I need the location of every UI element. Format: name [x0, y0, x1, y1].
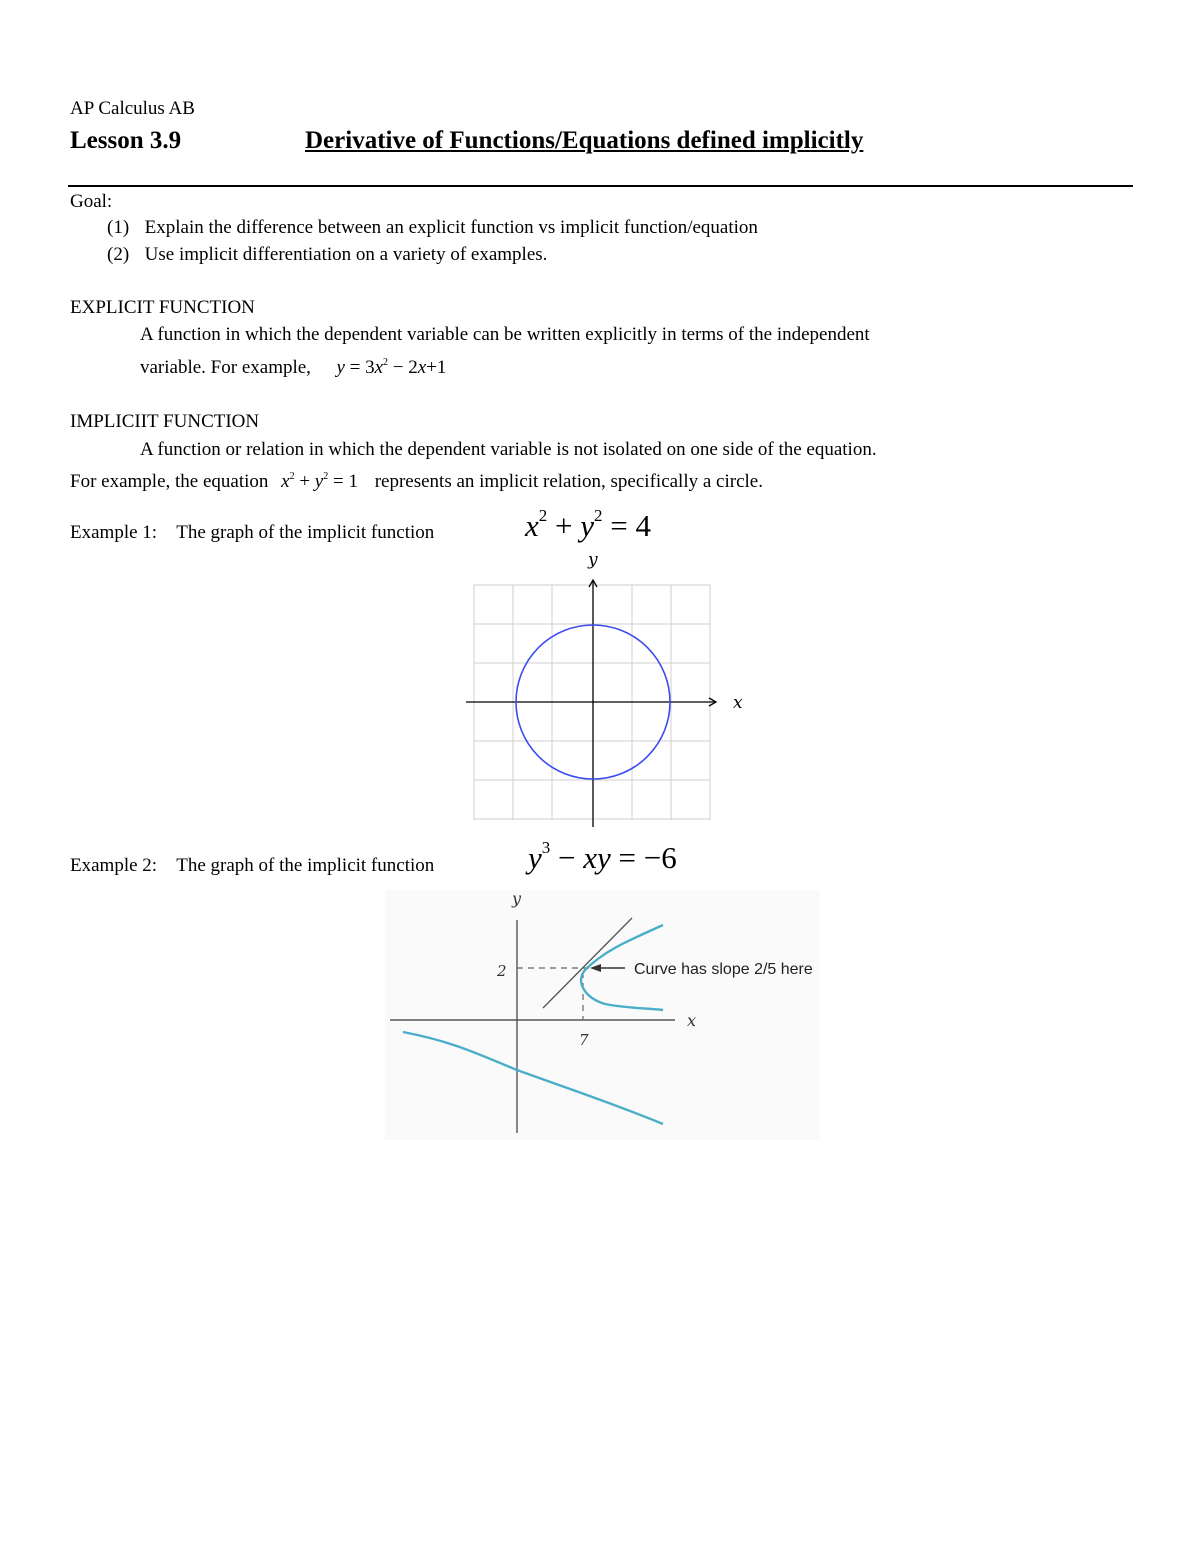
example2-text: The graph of the implicit function	[176, 855, 435, 876]
slope-annotation: Curve has slope 2/5 here	[634, 961, 813, 978]
example2-label: Example 2:	[70, 855, 158, 876]
lesson-number: Lesson 3.9	[70, 127, 182, 154]
goal-item-text: Explain the difference between an explicit function vs implicit function/equation	[144, 217, 758, 238]
implicit-example-lead: For example, the equation	[70, 471, 269, 492]
example1-text: The graph of the implicit function	[176, 522, 435, 543]
example2-equation: $y^3$ − xy = −6	[528, 838, 677, 875]
example2-caption	[70, 855, 434, 877]
course-name: AP Calculus AB	[70, 98, 195, 119]
figure-background	[385, 890, 820, 1140]
y-tick-label: 2	[497, 962, 507, 980]
implicit-heading: IMPLICIIT FUNCTION	[70, 411, 260, 432]
explicit-example-lead: variable. For example,	[140, 357, 311, 378]
implicit-example	[70, 471, 763, 493]
explicit-heading: EXPLICIT FUNCTION	[70, 297, 255, 318]
example2-graph	[385, 890, 820, 1140]
implicit-definition: A function or relation in which the dependent variable is not isolated on one side of the equation.	[140, 439, 877, 460]
lesson-title: Derivative of Functions/Equations defined implicitly	[305, 127, 864, 154]
example1-graph	[460, 545, 750, 830]
goal-item-number: (1)	[107, 217, 130, 238]
implicit-equation: $x^2 + y^2 = 1$	[281, 471, 358, 492]
explicit-example	[140, 357, 446, 379]
example1-caption	[70, 522, 434, 544]
goal-heading: Goal:	[70, 191, 113, 212]
y-axis-label: y	[512, 889, 522, 908]
example1-equation: $x^2 + y^2 = 4$	[525, 506, 651, 543]
x-tick-label: 7	[579, 1031, 589, 1049]
goal-item-number: (2)	[107, 244, 130, 265]
goal-item-text: Use implicit differentiation on a variety of examples.	[144, 244, 548, 265]
x-axis-label: x	[733, 693, 743, 713]
explicit-definition: A function in which the dependent variable can be written explicitly in terms of the independent	[140, 324, 870, 345]
example1-label: Example 1:	[70, 522, 158, 543]
goal-item	[107, 217, 758, 239]
implicit-example-tail: represents an implicit relation, specifically a circle.	[374, 471, 763, 492]
x-axis-label: x	[687, 1011, 697, 1030]
goal-item	[107, 244, 547, 266]
axes	[466, 580, 716, 827]
explicit-equation: $y = 3x^2 - 2x+1$	[336, 357, 447, 378]
y-axis-label: y	[588, 550, 598, 570]
header-divider	[68, 185, 1133, 187]
